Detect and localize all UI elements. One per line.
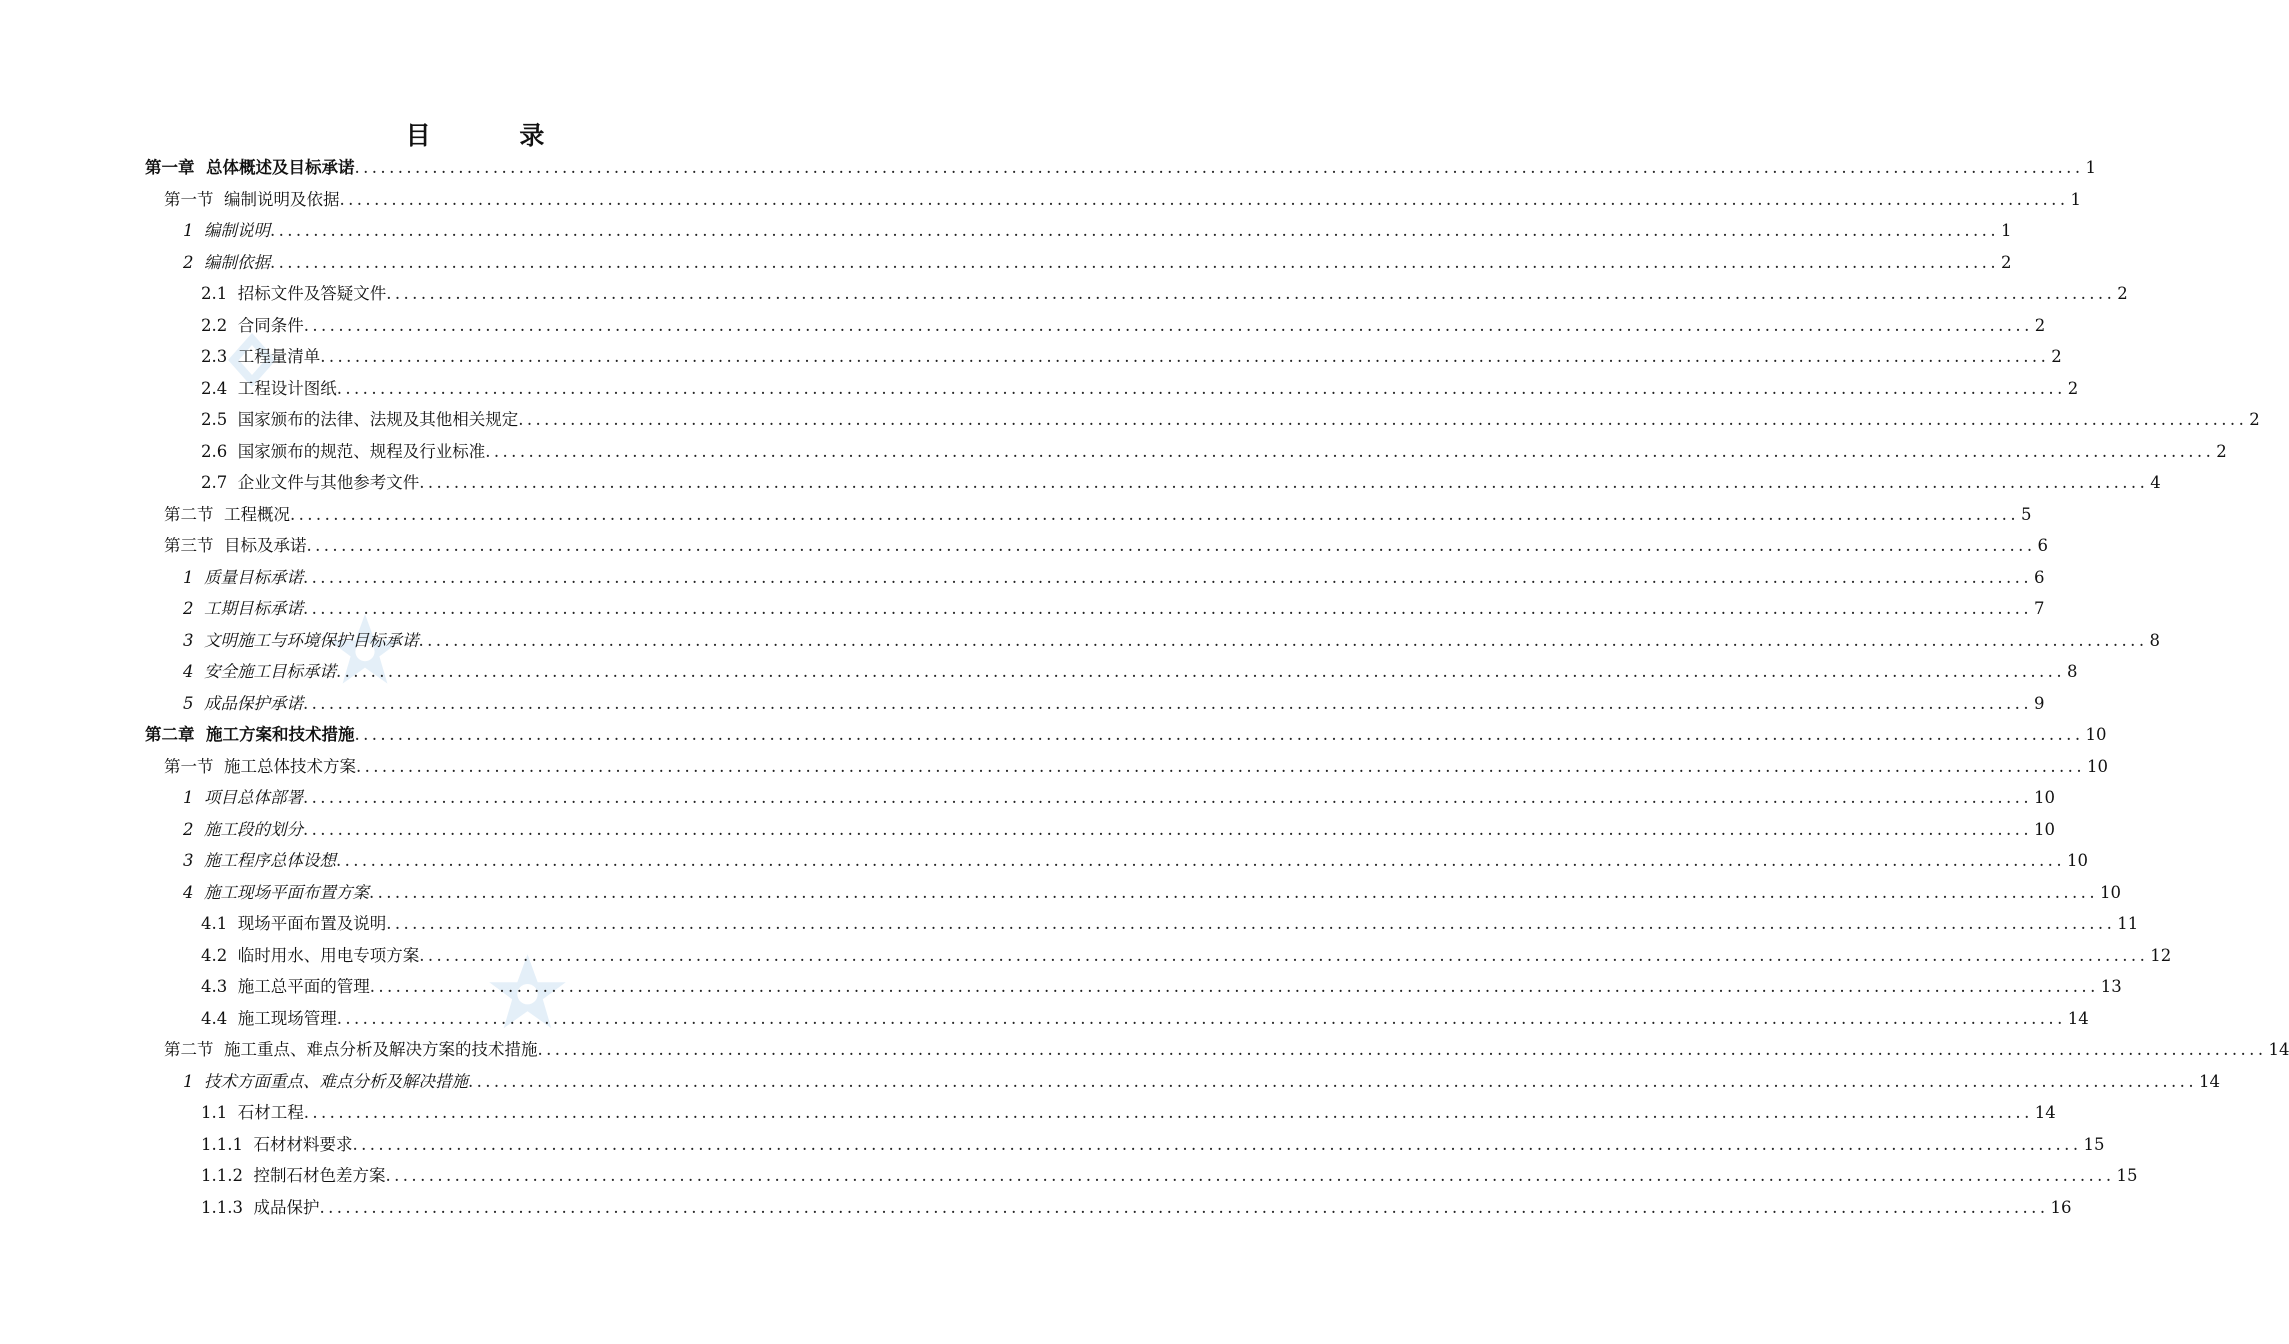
toc-entry-line	[201, 310, 2046, 342]
toc-entry[interactable]	[0, 1097, 2056, 1129]
toc-entry[interactable]	[0, 215, 2012, 247]
toc-entry[interactable]	[0, 1160, 2138, 1192]
toc-entry-title: 2.6 国家颁布的规范、规程及行业标准	[201, 441, 486, 461]
toc-dot-leader: ........................................................................................................................................................................................................	[468, 1071, 2197, 1091]
toc-page-number: 2	[2067, 378, 2079, 398]
toc-entry[interactable]	[0, 184, 2081, 216]
toc-dot-leader: ........................................................................................................................................................................................................	[319, 1197, 2049, 1217]
toc-entry-title: 1.1.3 成品保护	[201, 1197, 320, 1217]
toc-entry-title: 第一章 总体概述及目标承诺	[145, 158, 355, 177]
toc-entry-line	[183, 1066, 2220, 1098]
toc-entry-title: 2.1 招标文件及答疑文件	[201, 284, 387, 303]
toc-page-number: 8	[2149, 630, 2160, 650]
toc-page-number: 10	[2033, 788, 2055, 807]
toc-page-number: 13	[2100, 977, 2122, 996]
page-title: 目 录	[405, 121, 585, 150]
toc-page-number: 14	[2198, 1071, 2220, 1091]
toc-page-number: 1	[2070, 189, 2081, 209]
toc-entry[interactable]	[0, 908, 2139, 940]
toc-entry-title: 2 编制依据	[183, 252, 270, 272]
toc-entry-title: 第二节 工程概况	[164, 504, 290, 524]
toc-entry-title: 1.1.1 石材材料要求	[201, 1134, 353, 1154]
toc-entry[interactable]	[0, 562, 2045, 594]
toc-page-number: 14	[2268, 1040, 2289, 1059]
toc-page-number: 1	[2085, 158, 2096, 177]
toc-entry[interactable]	[0, 782, 2055, 814]
toc-dot-leader: ........................................................................................................................................................................................................	[303, 788, 2032, 807]
toc-entry[interactable]	[0, 719, 2107, 751]
toc-entry[interactable]	[0, 688, 2045, 720]
toc-entry[interactable]	[0, 436, 2227, 468]
toc-entry[interactable]	[0, 1066, 2220, 1098]
toc-dot-leader: ........................................................................................................................................................................................................	[386, 284, 2116, 303]
toc-entry[interactable]	[0, 593, 2045, 625]
toc-page-number: 2	[2000, 252, 2012, 272]
toc-entry[interactable]	[0, 971, 2122, 1003]
toc-page-number: 10	[2099, 882, 2121, 902]
toc-entry-line	[183, 215, 2012, 247]
toc-dot-leader: ........................................................................................................................................................................................................	[418, 630, 2148, 650]
toc-page-number: 2	[2034, 315, 2046, 335]
toc-dot-leader: ........................................................................................................................................................................................................	[306, 536, 2036, 555]
toc-entry-line	[145, 719, 2107, 751]
toc-entry-title: 第一节 编制说明及依据	[164, 189, 340, 209]
toc-entry[interactable]	[0, 845, 2088, 877]
toc-page-number: 2	[2117, 284, 2128, 303]
toc-entry-line	[201, 373, 2079, 405]
toc-page-number: 5	[2020, 504, 2032, 524]
toc-dot-leader: ........................................................................................................................................................................................................	[518, 410, 2248, 429]
toc-entry-line	[164, 499, 2032, 531]
toc-entry-title: 第一节 施工总体技术方案	[164, 756, 356, 776]
toc-entry-title: 1 编制说明	[183, 221, 270, 240]
toc-entry-line	[201, 1160, 2138, 1192]
toc-entry-line	[201, 1192, 2072, 1224]
toc-dot-leader: ........................................................................................................................................................................................................	[303, 819, 2032, 839]
toc-page-number: 10	[2033, 819, 2055, 839]
toc-dot-leader: ........................................................................................................................................................................................................	[339, 189, 2069, 209]
toc-entry-title: 第二章 施工方案和技术措施	[145, 725, 355, 744]
toc-page-number: 9	[2033, 693, 2045, 713]
toc-entry-line	[183, 845, 2088, 877]
toc-entry-line	[201, 971, 2122, 1003]
toc-page-number: 12	[2150, 945, 2172, 965]
toc-entry-title: 2.7 企业文件与其他参考文件	[201, 473, 420, 492]
toc-entry[interactable]	[0, 625, 2160, 657]
toc-entry[interactable]	[0, 1003, 2089, 1035]
toc-entry[interactable]	[0, 877, 2121, 909]
toc-entry-line	[201, 404, 2260, 436]
toc-entry[interactable]	[0, 152, 2096, 184]
toc-entry[interactable]	[0, 1034, 2289, 1066]
toc-entry-title: 1.1 石材工程	[201, 1103, 304, 1122]
toc-entry-line	[183, 656, 2078, 688]
toc-page-number: 10	[2085, 725, 2107, 744]
toc-page-number: 14	[2067, 1008, 2089, 1028]
toc-entry[interactable]	[0, 341, 2062, 373]
toc-entry-line	[201, 436, 2227, 468]
toc-entry[interactable]	[0, 404, 2260, 436]
toc-entry-line	[201, 278, 2128, 310]
toc-entry-line	[164, 751, 2108, 783]
toc-entry-title: 3 文明施工与环境保护目标承诺	[183, 630, 419, 650]
toc-dot-leader: ........................................................................................................................................................................................................	[290, 504, 2019, 524]
toc-entry-line	[183, 782, 2055, 814]
toc-entry-title: 2 工期目标承诺	[183, 599, 303, 618]
toc-entry-title: 3 施工程序总体设想	[183, 851, 336, 870]
toc-entry-title: 4 安全施工目标承诺	[183, 662, 336, 681]
toc-page-number: 2	[2216, 441, 2227, 461]
toc-entry-line	[183, 877, 2121, 909]
toc-entry-title: 4.1 现场平面布置及说明	[201, 914, 387, 933]
toc-page-number: 14	[2034, 1103, 2056, 1122]
toc-entry-title: 4.3 施工总平面的管理	[201, 977, 370, 996]
toc-entry-title: 5 成品保护承诺	[183, 693, 303, 713]
toc-entry-title: 4.4 施工现场管理	[201, 1008, 337, 1028]
toc-dot-leader: ........................................................................................................................................................................................................	[369, 882, 2098, 902]
toc-entry-title: 2 施工段的划分	[183, 819, 303, 839]
toc-entry[interactable]	[0, 247, 2012, 279]
toc-dot-leader: ........................................................................................................................................................................................................	[270, 252, 1999, 272]
toc-entry-title: 2.5 国家颁布的法律、法规及其他相关规定	[201, 410, 519, 429]
toc-dot-leader: ........................................................................................................................................................................................................	[537, 1040, 2267, 1059]
toc-dot-leader: ........................................................................................................................................................................................................	[369, 977, 2099, 996]
toc-entry-line	[183, 688, 2045, 720]
toc-entry-title: 1.1.2 控制石材色差方案	[201, 1166, 386, 1185]
toc-entry[interactable]	[0, 751, 2108, 783]
toc-entry-title: 4 施工现场平面布置方案	[183, 882, 369, 902]
toc-entry[interactable]	[0, 499, 2032, 531]
toc-entry-title: 1 技术方面重点、难点分析及解决措施	[183, 1071, 468, 1091]
toc-entry[interactable]	[0, 278, 2128, 310]
toc-page-number: 2	[2051, 347, 2062, 366]
toc-entry-title: 2.4 工程设计图纸	[201, 378, 337, 398]
toc-page-number: 2	[2249, 410, 2260, 429]
toc-dot-leader: ........................................................................................................................................................................................................	[419, 945, 2149, 965]
toc-entry-title: 1 项目总体部署	[183, 788, 303, 807]
toc-dot-leader: ........................................................................................................................................................................................................	[354, 725, 2084, 744]
toc-entry-line	[164, 530, 2048, 562]
toc-entry-line	[183, 247, 2012, 279]
toc-dot-leader: ........................................................................................................................................................................................................	[270, 221, 1999, 240]
toc-page-number: 8	[2066, 662, 2078, 681]
toc-dot-leader: ........................................................................................................................................................................................................	[336, 662, 2065, 681]
toc-entry[interactable]	[0, 814, 2055, 846]
toc-page-number: 15	[2116, 1166, 2138, 1185]
toc-dot-leader: ........................................................................................................................................................................................................	[303, 693, 2032, 713]
toc-page-number: 6	[2037, 536, 2048, 555]
toc-dot-leader: ........................................................................................................................................................................................................	[385, 1166, 2115, 1185]
toc-dot-leader: ........................................................................................................................................................................................................	[336, 1008, 2066, 1028]
toc-entry[interactable]	[0, 940, 2172, 972]
toc-page-number: 4	[2150, 473, 2161, 492]
toc-dot-leader: ........................................................................................................................................................................................................	[485, 441, 2215, 461]
toc-entry-line	[145, 152, 2096, 184]
toc-entry-line	[164, 184, 2081, 216]
toc-entry-line	[201, 341, 2062, 373]
toc-entry-line	[201, 467, 2161, 499]
toc-page-number: 16	[2050, 1197, 2072, 1217]
toc-entry-line	[183, 625, 2160, 657]
toc-dot-leader: ........................................................................................................................................................................................................	[336, 851, 2065, 870]
toc-entry[interactable]	[0, 1192, 2072, 1224]
toc-page-number: 10	[2086, 756, 2108, 776]
toc-entry-line	[164, 1034, 2289, 1066]
table-of-contents	[0, 152, 2289, 1223]
toc-entry-line	[183, 814, 2055, 846]
toc-entry[interactable]	[0, 656, 2078, 688]
toc-entry-line	[201, 1129, 2105, 1161]
toc-entry-title: 第二节 施工重点、难点分析及解决方案的技术措施	[164, 1040, 538, 1059]
toc-entry-title: 4.2 临时用水、用电专项方案	[201, 945, 420, 965]
toc-entry[interactable]	[0, 467, 2161, 499]
toc-entry[interactable]	[0, 1129, 2105, 1161]
toc-dot-leader: ........................................................................................................................................................................................................	[303, 599, 2032, 618]
toc-dot-leader: ........................................................................................................................................................................................................	[320, 347, 2050, 366]
toc-entry-title: 第三节 目标及承诺	[164, 536, 307, 555]
toc-dot-leader: ........................................................................................................................................................................................................	[419, 473, 2149, 492]
toc-dot-leader: ........................................................................................................................................................................................................	[356, 756, 2085, 776]
toc-page-number: 15	[2083, 1134, 2105, 1154]
toc-entry-title: 1 质量目标承诺	[183, 567, 303, 587]
toc-entry-line	[201, 908, 2139, 940]
toc-entry-title: 2.2 合同条件	[201, 315, 304, 335]
toc-dot-leader: ........................................................................................................................................................................................................	[303, 567, 2032, 587]
toc-dot-leader: ........................................................................................................................................................................................................	[303, 315, 2033, 335]
toc-dot-leader: ........................................................................................................................................................................................................	[352, 1134, 2082, 1154]
toc-page-number: 6	[2033, 567, 2045, 587]
toc-entry-line	[201, 1003, 2089, 1035]
toc-page-number: 1	[2000, 221, 2012, 240]
toc-page-number: 10	[2066, 851, 2088, 870]
toc-dot-leader: ........................................................................................................................................................................................................	[354, 158, 2084, 177]
toc-entry[interactable]	[0, 530, 2048, 562]
toc-page-number: 11	[2117, 914, 2139, 933]
toc-entry-line	[183, 593, 2045, 625]
toc-page-number: 7	[2033, 599, 2045, 618]
toc-dot-leader: ........................................................................................................................................................................................................	[303, 1103, 2033, 1122]
toc-entry[interactable]	[0, 373, 2079, 405]
toc-entry[interactable]	[0, 310, 2046, 342]
toc-dot-leader: ........................................................................................................................................................................................................	[386, 914, 2116, 933]
toc-entry-title: 2.3 工程量清单	[201, 347, 321, 366]
toc-dot-leader: ........................................................................................................................................................................................................	[336, 378, 2066, 398]
toc-entry-line	[183, 562, 2045, 594]
toc-entry-line	[201, 1097, 2056, 1129]
toc-entry-line	[201, 940, 2172, 972]
